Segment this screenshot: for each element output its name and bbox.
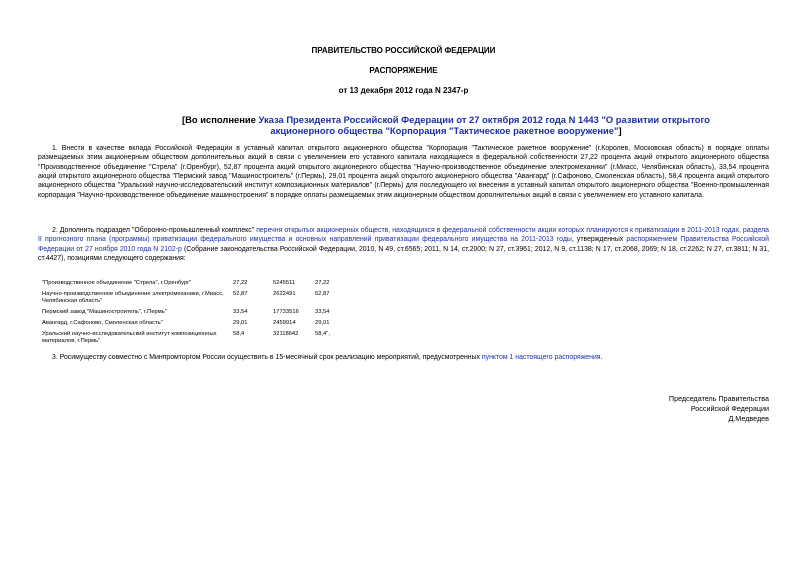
table-cell-name: Авангард, г.Сафоново, Смоленская область" [42, 320, 163, 326]
paragraph-3-text-1: 3. Росимуществу совместно с Минпромторгом России осуществить в 15-месячный срок реализацию мероприятий, предусмотренных [52, 354, 482, 361]
signature-country: Российской Федерации [690, 404, 769, 413]
preamble-prefix: [Во исполнение [182, 114, 259, 125]
signature-block [669, 394, 769, 424]
table-row [42, 331, 345, 345]
table-cell-shares: 2622491 [273, 291, 296, 297]
table-cell-percent: 52,87 [233, 291, 248, 297]
government-order-link[interactable]: распоряжением Правительства Российской Федерации от 27 ноября 2010 года N 2102-р [38, 236, 769, 253]
paragraph-2-text-1: 2. Дополнить подраздел "Оборонно-промышленный комплекс" [52, 227, 257, 234]
preamble-decree-link[interactable]: Указа Президента Российской Федерации от 27 октября 2012 года N 1443 "О развитии открытого акционерного общества "Корпорация "Тактическое ракетное вооружение" [258, 114, 710, 136]
doc-type-title: РАСПОРЯЖЕНИЕ [369, 66, 438, 75]
paragraph-1-reference-link[interactable]: пунктом 1 настоящего распоряжения [481, 354, 601, 361]
table-cell-name: Научно-производственное объединение электромеханики, г.Миасс, Челябинская область" [42, 291, 224, 304]
signature-position: Председатель Правительства [668, 394, 769, 403]
signature-name: Д.Медведев [728, 414, 769, 423]
table-row [42, 280, 345, 291]
table-cell-shares: 2459914 [273, 320, 296, 326]
table-cell-percent: 29,01 [233, 320, 248, 326]
table-cell-name: Уральский научно-исследовательский институт композиционных материалов, г.Пермь" [42, 331, 217, 344]
table-cell-percent-2: 27,22 [315, 280, 330, 286]
paragraph-3 [38, 353, 769, 362]
table-cell-name: Пермский завод "Машиностроитель", г.Пермь" [42, 309, 167, 315]
table-cell-percent-2: 58,4", [315, 331, 330, 337]
table-cell-shares: 32118642 [273, 331, 299, 337]
table-cell-percent: 33,54 [233, 309, 248, 315]
paragraph-1-text: 1. Внести в качестве вклада Российской Федерации в уставный капитал открытого акционерного общества "Корпорация "Тактическое ракетное вооружение" (г.Королев, Московская область) в порядке оплаты размещаемых этим акционерным обществом дополнительных акций в связи с увеличением его уставного капитала находящиеся в федеральной собственности 27,22 процента акций открытого акционерного общества "Производственное объединение "Стрела" (г.Оренбург), 52,87 процента акций открытого акционерного общества "Научно-производственное объединение электромеханики" (г.Миасс, Челябинская область), 33,54 процента акций открытого акционерного общества "Пермский завод "Машиностроитель" (г.Пермь), 29,01 процента акций открытого акционерного общества "Авангард" (г.Сафоново, Смоленская область), 58,4 процента акций открытого акционерного общества "Уральский научно-исследовательский институт композиционных материалов" (г.Пермь) для последующего их внесения в уставный капитал открытого акционерного общества "Военно-промышленная корпорация "Научно-производственное объединение машиностроения" в порядке оплаты размещаемых этим акционерным обществом дополнительных акций в связи с увеличением его уставного капитала. [38, 145, 769, 199]
privatization-list-link[interactable]: перечня открытых акционерных обществ, находящихся в федеральной собственности акции которых планируются к приватизации в 2011-2013 годах, раздела II прогнозного плана (программы) приватизации федерального имущества и основных направлений приватизации федерального имущества на 2011-2013 годы [38, 227, 769, 244]
paragraph-2-text-3: (Собрание законодательства Российской Федерации, 2010, N 49, ст.6565; 2011, N 14, ст.2000; N 27, ст.3961; 2012, N 9, ст.1138; N 17, ст.2068, 2069; N 18, ст.2262; N 27, ст.3811; N 31, ст.4427), позициями следующего содержания: [38, 245, 769, 263]
table-cell-percent-2: 52,87 [315, 291, 330, 297]
table-cell-percent: 27,22 [233, 280, 248, 286]
table-cell-name: "Производственное объединение "Стрела", г.Оренбург" [42, 280, 192, 286]
table-row [42, 309, 345, 320]
preamble [150, 114, 742, 136]
preamble-suffix: ] [618, 125, 622, 136]
table-row [42, 291, 345, 309]
org-title: ПРАВИТЕЛЬСТВО РОССИЙСКОЙ ФЕДЕРАЦИИ [311, 46, 496, 55]
shares-table [42, 280, 345, 345]
table-cell-shares: 5245511 [273, 280, 296, 286]
table-cell-percent: 58,4 [233, 331, 245, 337]
table-cell-percent-2: 29,01 [315, 320, 330, 326]
table-cell-shares: 17733516 [273, 309, 299, 315]
paragraph-3-text-2: . [600, 354, 603, 361]
paragraph-2-text-2: , утвержденных [571, 236, 627, 244]
table-row [42, 320, 345, 331]
paragraph-1 [38, 144, 769, 200]
paragraph-2 [38, 226, 769, 263]
table-cell-percent-2: 33,54 [315, 309, 330, 315]
date-number: от 13 декабря 2012 года N 2347-р [338, 86, 469, 95]
